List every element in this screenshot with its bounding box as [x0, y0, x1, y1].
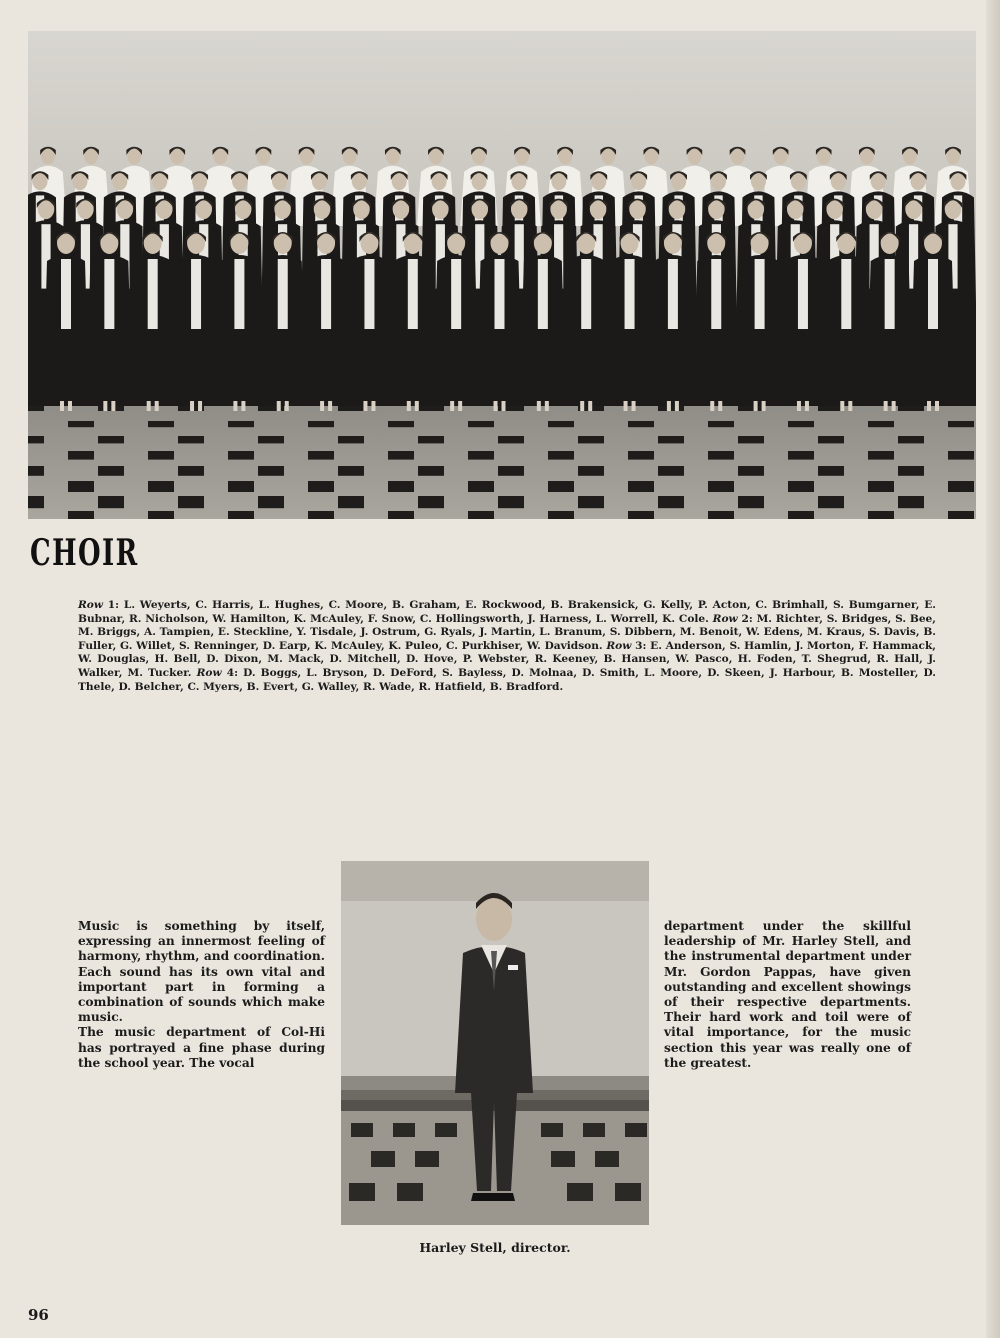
roster-row-3-label: Row: [606, 639, 632, 652]
director-portrait-photo: [341, 861, 649, 1225]
roster-row-4-label: Row: [196, 666, 222, 679]
left-paragraph-2: The music department of Col-Hi has portrayed a fine phase during the school year. The vocal: [78, 1025, 325, 1070]
body-text-left-column: [78, 919, 325, 1071]
roster-row-1-label: Row: [78, 599, 103, 611]
roster-row-1: 1: L. Weyerts, C. Harris, L. Hughes, C. Moore, B. Graham, E. Rockwood, B. Brakensick, G. Kelly, P. Acton, C. Brimhall, S. Bumgarner, E. Bubnar, R. Nicholson, W. Hamilton, K. McAuley, F. Snow, C. Hollingsworth, J. Harness, L. Worrell, K. Cole.: [78, 599, 936, 625]
body-text-right-column: [664, 919, 911, 1071]
roster-row-2-label: Row: [712, 612, 738, 625]
choir-group-photo: [28, 31, 976, 519]
section-title: CHOIR: [30, 532, 139, 574]
choir-roster: [78, 599, 936, 694]
roster-row-3: 3: E. Anderson, S. Hamlin, J. Morton, F. Hammack, W. Douglas, H. Bell, D. Dixon, M. Mack, D. Mitchell, D. Hove, P. Webster, R. Keeney, B. Hansen, W. Pasco, H. Foden, T. Shegrud, R. Hall, J. Walker, M. Tucker.: [78, 639, 936, 679]
portrait-caption: Harley Stell, director.: [419, 1240, 571, 1255]
page-binding-edge: [986, 0, 1000, 1338]
left-paragraph-1: Music is something by itself, expressing an innermost feeling of harmony, rhythm, and coordination. Each sound has its own vital and important part in forming a combination of sounds which make music.: [78, 919, 325, 1025]
right-paragraph-1: department under the skillful leadership of Mr. Harley Stell, and the instrumental department under Mr. Gordon Pappas, have given outstanding and excellent showings of their respective departments. Their hard work and toil were of vital importance, for the music section this year was really one of the greatest.: [664, 919, 911, 1070]
roster-row-4: 4: D. Boggs, L. Bryson, D. DeFord, S. Bayless, D. Molnaa, D. Smith, L. Moore, D. Skeen, J. Harbour, B. Mosteller, D. Thele, D. Belcher, C. Myers, B. Evert, G. Walley, R. Wade, R. Hatfield, B. Bradford.: [78, 666, 936, 693]
roster-row-2: 2: M. Richter, S. Bridges, S. Bee, M. Briggs, A. Tampien, E. Steckline, Y. Tisdale, J. Ostrum, G. Ryals, J. Martin, L. Branum, S. Dibbern, M. Benoit, W. Edens, M. Kraus, S. Davis, B. Fuller, G. Willet, S. Renninger, D. Earp, K. McAuley, K. Puleo, C. Purkhiser, W. Davidson.: [78, 612, 936, 652]
page-number: 96: [28, 1306, 49, 1324]
